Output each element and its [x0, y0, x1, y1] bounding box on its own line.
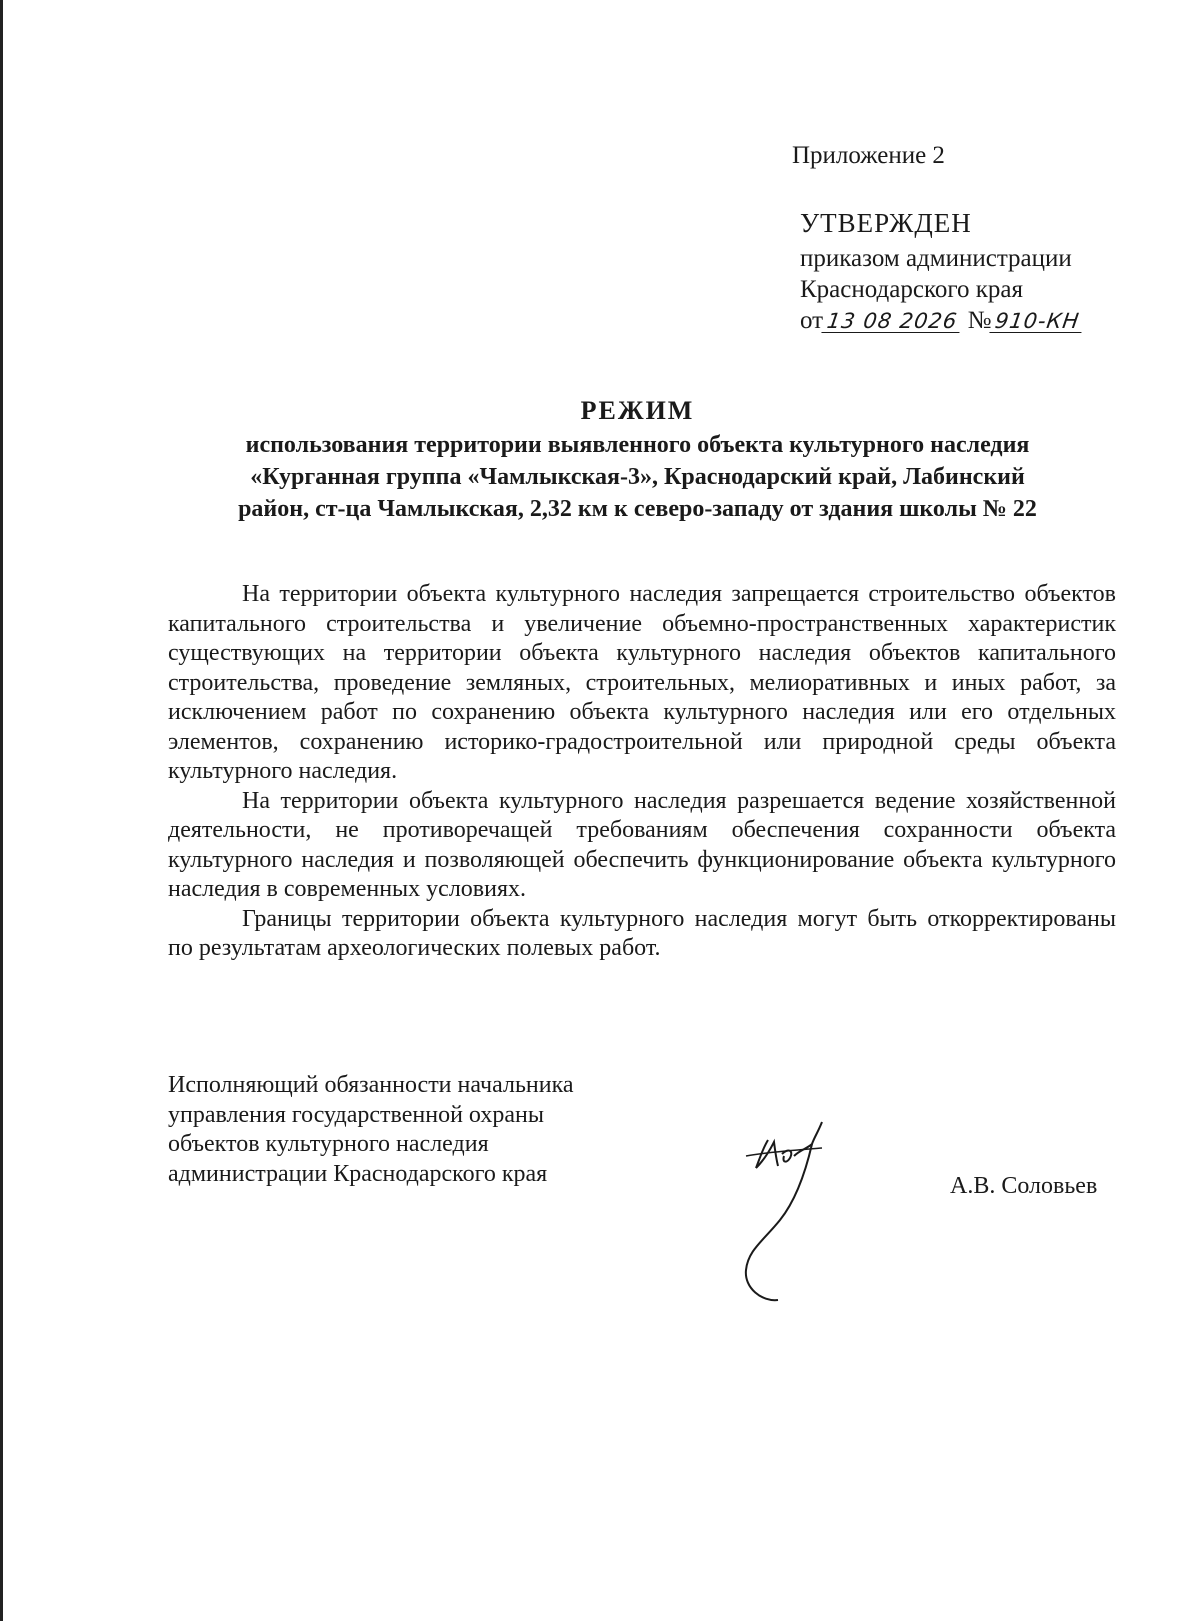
order-date: 13 08 2026 — [821, 310, 962, 333]
document-title: РЕЖИМ — [580, 396, 695, 425]
document-subtitle-line-3: район, ст-ца Чамлыкская, 2,32 км к северо-западу от здания школы № 22 — [238, 496, 1037, 522]
signatory-position — [168, 1071, 574, 1189]
paragraph-boundaries: Границы территории объекта культурного наследия могут быть откорректированы по результатам археологических полевых работ. — [168, 905, 1116, 961]
order-number: 910-КН — [990, 310, 1086, 333]
signer-name: А.В. Соловьев — [950, 1173, 1098, 1199]
handwritten-signature — [738, 1120, 848, 1305]
position-line-2: управления государственной охраны — [168, 1101, 544, 1128]
position-line-1: Исполняющий обязанности начальника — [168, 1072, 574, 1098]
paragraph-permissions: На территории объекта культурного наследия разрешается ведение хозяйственной деятельности, не противоречащей требованиям обеспечения сохранности объекта культурного наследия и позволяющей обеспечить функционирование объекта культурного наследия в современных условиях. — [168, 787, 1116, 902]
approved-heading: УТВЕРЖДЕН — [800, 208, 972, 238]
document-body — [168, 580, 1116, 964]
scan-edge — [0, 0, 3, 1621]
paragraph-prohibitions: На территории объекта культурного наследия запрещается строительство объектов капитального строительства и увеличение объемно-пространственных характеристик существующих на территории объекта культурного наследия объектов капитального строительства, проведение земляных, строительных, мелиоративных и иных работ, за исключением работ по сохранению объекта культурного наследия или его отдельных элементов, сохранению историко-градостроительной или природной среды объекта культурного наследия. — [168, 581, 1116, 784]
position-line-3: объектов культурного наследия — [168, 1131, 489, 1157]
appendix-label: Приложение 2 — [792, 142, 945, 169]
approved-by-line-2: Краснодарского края — [800, 276, 1023, 303]
approval-block — [800, 208, 1084, 339]
position-line-4: администрации Краснодарского края — [168, 1160, 548, 1187]
order-from-label: от — [800, 307, 824, 334]
document-subtitle-line-2: «Курганная группа «Чамлыкская-3», Краснодарский край, Лабинский — [250, 464, 1025, 490]
document-subtitle-line-1: использования территории выявленного объекта культурного наследия — [245, 432, 1030, 458]
order-number-sign: № — [967, 307, 992, 334]
document-title-block — [160, 395, 1115, 525]
approved-by-line-1: приказом администрации — [800, 245, 1072, 272]
order-line — [800, 305, 1084, 339]
